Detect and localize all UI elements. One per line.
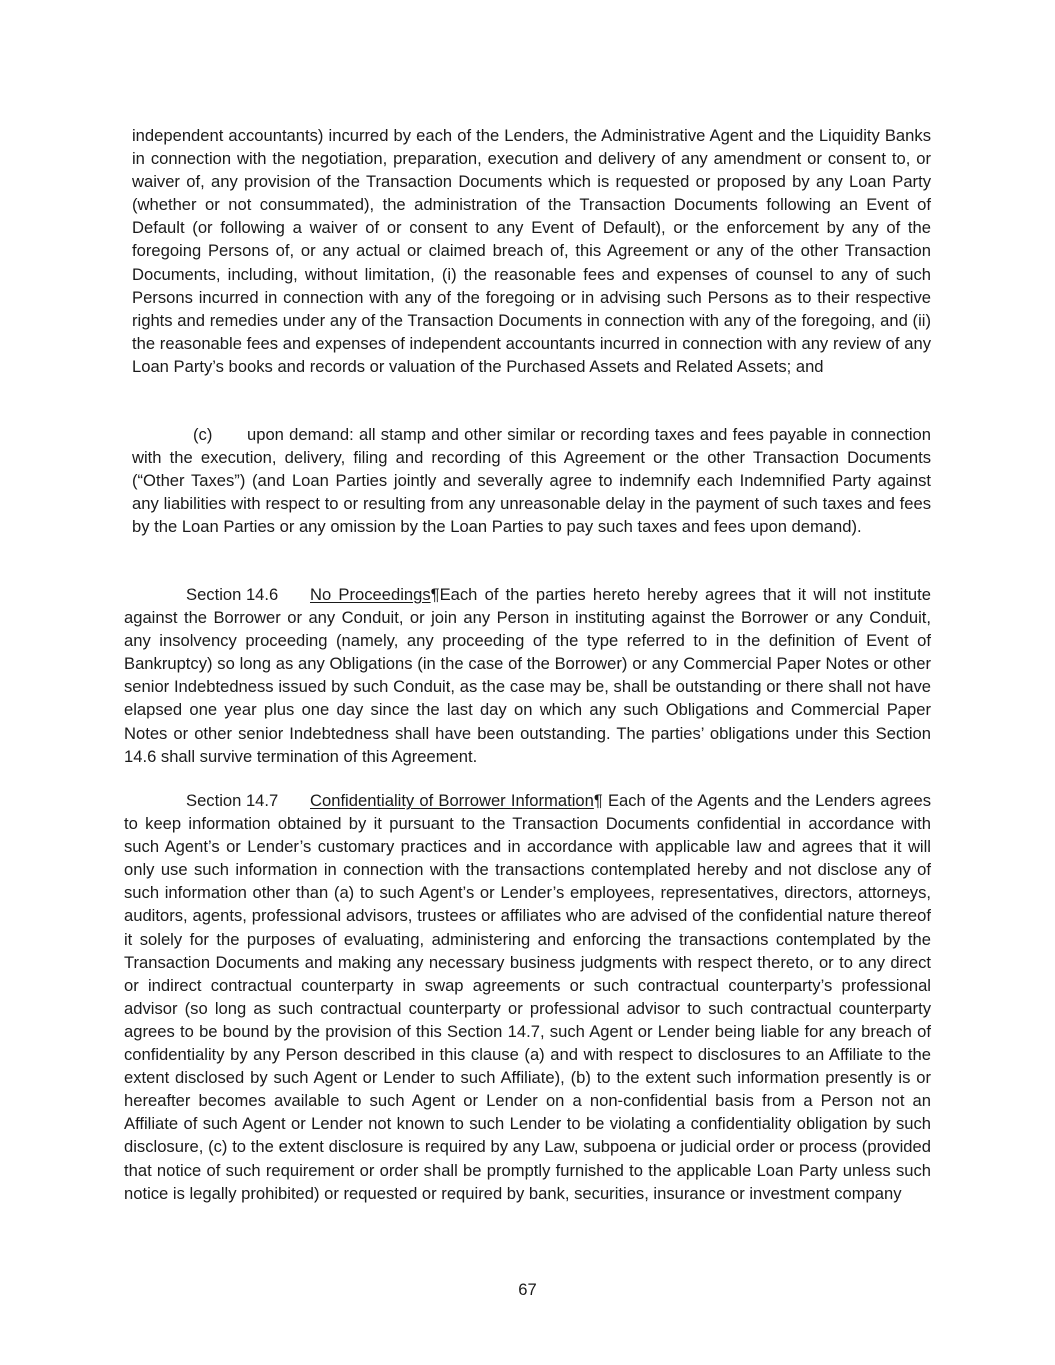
- section-14-6-title: No Proceedings: [310, 585, 431, 604]
- section-14-6: [124, 583, 931, 768]
- page-number: 67: [518, 1280, 537, 1299]
- clause-c-label: (c): [193, 425, 213, 444]
- section-14-7: [124, 789, 931, 1205]
- section-14-7-number: Section 14.7: [186, 791, 279, 810]
- section-14-6-mark: ¶: [430, 585, 440, 604]
- clause-c: [132, 423, 931, 538]
- paragraph-continuation: independent accountants) incurred by each of the Lenders, the Administrative Agent and the Liquidity Banks in connection with the negotiation, preparation, execution and delivery of any amendment or consent to, or waiver of, any provision of the Transaction Documents which is requested or proposed by any Loan Party (whether or not consummated), the administration of the Transaction Documents following an Event of Default (or following a waiver of or consent to any Event of Default), or the enforcement by any of the foregoing Persons of, or any actual or claimed breach of, this Agreement or any of the other Transaction Documents, including, without limitation, (i) the reasonable fees and expenses of counsel to any of such Persons incurred in connection with any of the foregoing or in advising such Persons as to their respective rights and remedies under any of the Transaction Documents in connection with any of the foregoing, and (ii) the reasonable fees and expenses of independent accountants incurred in connection with any review of any Loan Party’s books and records or valuation of the Purchased Assets and Related Assets; and: [132, 126, 931, 376]
- section-14-6-number: Section 14.6: [186, 585, 279, 604]
- section-14-7-title: Confidentiality of Borrower Information: [310, 791, 594, 810]
- clause-c-text: upon demand: all stamp and other similar or recording taxes and fees payable in connection with the execution, delivery, filing and recording of this Agreement or the other Transaction Documents (“Other Taxes”) (and Loan Parties jointly and severally agree to indemnify each Indemnified Party against any liabilities with respect to or resulting from any unreasonable delay in the payment of such taxes and fees by the Loan Parties or any omission by the Loan Parties to pay such taxes and fees upon demand).: [132, 425, 931, 537]
- section-14-6-text: Each of the parties hereto hereby agrees that it will not institute against the Borrower or any Conduit, or join any Person in instituting against the Borrower or any Conduit, any insolvency proceeding (namely, any proceeding of the type referred to in the definition of Event of Bankruptcy) so long as any Obligations (in the case of the Borrower) or any Commercial Paper Notes or other senior Indebtedness issued by such Conduit, as the case may be, shall be outstanding or there shall not have elapsed one year plus one day since the last day on which any such Obligations and Commercial Paper Notes or other senior Indebtedness shall have been outstanding. The parties’ obligations under this Section 14.6 shall survive termination of this Agreement.: [124, 585, 931, 766]
- section-14-7-mark: ¶: [593, 791, 603, 810]
- section-14-7-text: Each of the Agents and the Lenders agrees to keep information obtained by it pursuant to the Transaction Documents confidential in accordance with such Agent’s or Lender’s customary practices and in accordance with applicable law and agrees that it will only use such information in connection with the transactions contemplated hereby and not disclose any of such information other than (a) to such Agent’s or Lender’s employees, representatives, directors, attorneys, auditors, agents, professional advisors, trustees or affiliates who are advised of the confidential nature thereof it solely for the purposes of evaluating, administering and enforcing the transactions contemplated by the Transaction Documents and making any necessary business judgments with respect thereto, or to any direct or indirect contractual counterparty in swap agreements or such contractual counterparty’s professional advisor (so long as such contractual counterparty or professional advisor to such contractual counterparty agrees to be bound by the provision of this Section 14.7, such Agent or Lender being liable for any breach of confidentiality by any Person described in this clause (a) and with respect to disclosures to an Affiliate to the extent disclosed by such Agent or Lender to such Affiliate), (b) to the extent such information presently is or hereafter becomes available to such Agent or Lender on a non-confidential basis from a Person not an Affiliate of such Agent or Lender not known to such Lender to be violating a confidentiality obligation by such disclosure, (c) to the extent disclosure is required by any Law, subpoena or judicial order or process (provided that notice of such requirement or order shall be promptly furnished to the applicable Loan Party unless such notice is legally prohibited) or requested or required by bank, securities, insurance or investment company: [124, 791, 931, 1203]
